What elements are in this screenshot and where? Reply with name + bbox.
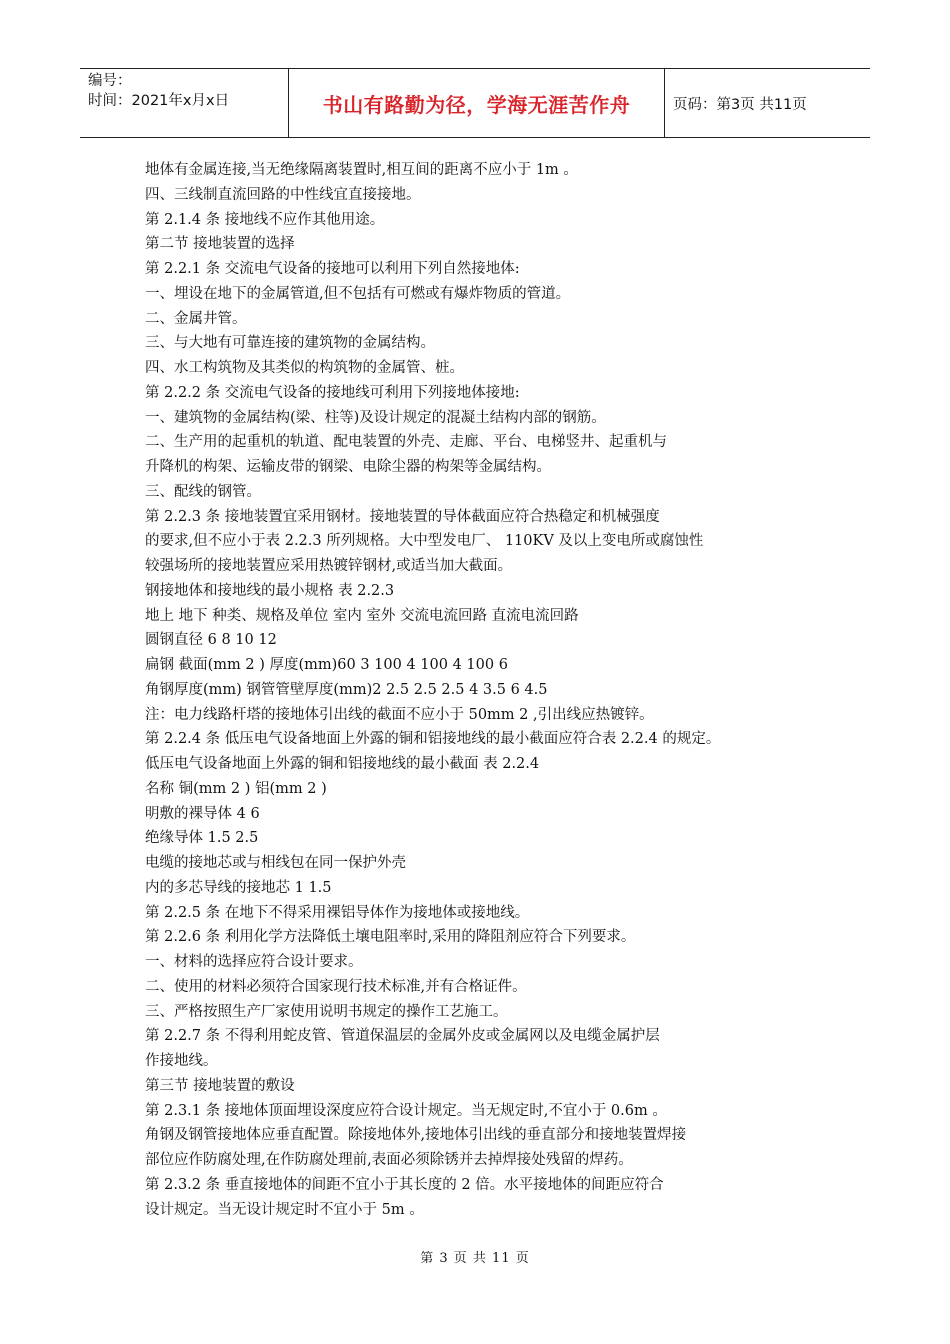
page-counter: 页码：第3页 共11页	[673, 96, 807, 113]
text-line: 绝缘导体 1.5 2.5	[145, 830, 259, 847]
text-line: 三、与大地有可靠连接的建筑物的金属结构。	[145, 335, 435, 352]
text-line: 二、金属井管。	[145, 310, 247, 327]
text-line: 内的多芯导线的接地芯 1 1.5	[145, 879, 332, 896]
text-line: 第 2.1.4 条 接地线不应作其他用途。	[145, 211, 385, 228]
document-number-label: 编号：	[88, 73, 132, 89]
text-line: 二、生产用的起重机的轨道、配电装置的外壳、走廊、平台、电梯竖井、起重机与	[145, 434, 667, 451]
text-line: 第 2.3.2 条 垂直接地体的间距不宜小于其长度的 2 倍。水平接地体的间距应符合	[145, 1176, 664, 1193]
page-footer	[0, 1247, 950, 1266]
text-line: 一、埋设在地下的金属管道,但不包括有可燃或有爆炸物质的管道。	[145, 285, 571, 302]
text-line: 作接地线。	[145, 1053, 218, 1069]
text-line: 第 2.2.7 条 不得利用蛇皮管、管道保温层的金属外皮或金属网以及电缆金属护层	[145, 1028, 660, 1045]
header-motto-cell	[288, 69, 665, 137]
text-line: 注：电力线路杆塔的接地体引出线的截面不应小于 50mm 2 ,引出线应热镀锌。	[145, 706, 654, 723]
page-header	[80, 68, 870, 138]
document-date: 时间：2021年x月x日	[88, 93, 230, 109]
text-line: 低压电气设备地面上外露的铜和铝接地线的最小截面 表 2.2.4	[145, 756, 540, 772]
text-line: 第 2.2.4 条 低压电气设备地面上外露的铜和铝接地线的最小截面应符合表 2.2.4 的规定。	[145, 731, 721, 748]
text-line: 第 2.3.1 条 接地体顶面埋设深度应符合设计规定。当无规定时,不宜小于 0.6m 。	[145, 1102, 667, 1119]
text-line: 二、使用的材料必须符合国家现行技术标准,并有合格证件。	[145, 978, 527, 995]
text-line: 部位应作防腐处理,在作防腐处理前,表面必须除锈并去掉焊接处残留的焊药。	[145, 1152, 633, 1168]
text-line: 第 2.2.2 条 交流电气设备的接地线可利用下列接地体接地:	[145, 384, 520, 401]
text-line: 第 2.2.5 条 在地下不得采用裸铝导体作为接地体或接地线。	[145, 904, 530, 921]
text-line: 一、建筑物的金属结构(梁、柱等)及设计规定的混凝土结构内部的钢筋。	[145, 409, 606, 426]
header-page-info	[665, 69, 870, 137]
text-line: 三、配线的钢管。	[145, 483, 261, 500]
text-line: 第 2.2.1 条 交流电气设备的接地可以利用下列自然接地体:	[145, 261, 520, 277]
text-line: 一、材料的选择应符合设计要求。	[145, 954, 363, 970]
text-line: 明敷的裸导体 4 6	[145, 805, 260, 822]
footer-page-number: 第 3 页 共 11 页	[420, 1251, 530, 1266]
text-line: 角钢厚度(mm) 钢管管壁厚度(mm)2 2.5 2.5 2.5 4 3.5 6 4.5	[145, 681, 548, 698]
text-line: 第二节 接地装置的选择	[145, 236, 295, 253]
document-body	[145, 158, 825, 1222]
text-line: 角钢及钢管接地体应垂直配置。除接地体外,接地体引出线的垂直部分和接地装置焊接	[145, 1127, 687, 1144]
text-line: 钢接地体和接地线的最小规格 表 2.2.3	[145, 582, 395, 599]
text-line: 圆钢直径 6 8 10 12	[145, 632, 277, 649]
text-line: 设计规定。当无设计规定时不宜小于 5m 。	[145, 1201, 424, 1218]
text-line: 第三节 接地装置的敷设	[145, 1077, 295, 1094]
text-line: 扁钢 截面(mm 2 ) 厚度(mm)60 3 100 4 100 4 100 6	[145, 657, 508, 673]
text-line: 地体有金属连接,当无绝缘隔离装置时,相互间的距离不应小于 1m 。	[145, 162, 578, 178]
text-line: 地上 地下 种类、规格及单位 室内 室外 交流电流回路 直流电流回路	[145, 607, 579, 624]
text-line: 的要求,但不应小于表 2.2.3 所列规格。大中型发电厂、 110KV 及以上变电所或腐蚀性	[145, 533, 704, 550]
text-line: 电缆的接地芯或与相线包在同一保护外壳	[145, 855, 406, 871]
motto-text: 书山有路勤为径，学海无涯苦作舟	[322, 92, 631, 117]
text-line: 名称 铜(mm 2 ) 铝(mm 2 )	[145, 780, 327, 797]
text-line: 较强场所的接地装置应采用热镀锌钢材,或适当加大截面。	[145, 558, 513, 574]
text-line: 升降机的构架、运输皮带的钢梁、电除尘器的构架等金属结构。	[145, 459, 551, 475]
text-line: 第 2.2.3 条 接地装置宜采用钢材。接地装置的导体截面应符合热稳定和机械强度	[145, 508, 660, 525]
text-line: 四、水工构筑物及其类似的构筑物的金属管、桩。	[145, 360, 464, 376]
header-meta	[80, 69, 288, 137]
text-line: 四、三线制直流回路的中性线宜直接接地。	[145, 186, 421, 203]
text-line: 三、严格按照生产厂家使用说明书规定的操作工艺施工。	[145, 1003, 508, 1020]
text-line: 第 2.2.6 条 利用化学方法降低土壤电阻率时,采用的降阻剂应符合下列要求。	[145, 929, 636, 946]
